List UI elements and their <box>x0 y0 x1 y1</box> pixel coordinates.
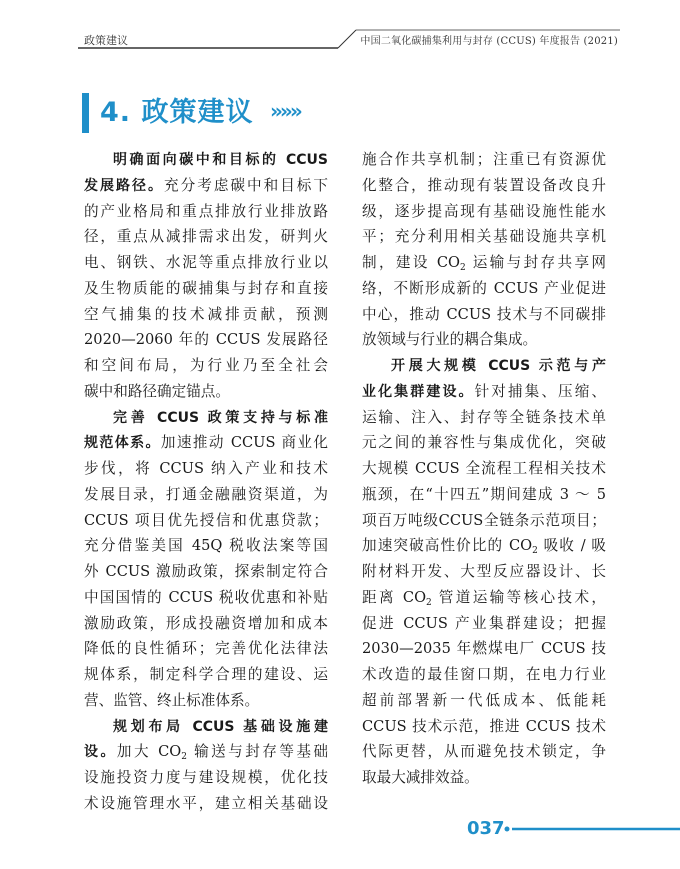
text-line: 降低的良性循环；完善优化法律法 <box>84 640 328 658</box>
text-line: 取最大减排效益。 <box>362 769 479 786</box>
text-line: 级，逐步提高现有基础设施性能水 <box>362 202 606 220</box>
text-line: 电、钢铁、水泥等重点排放行业以 <box>84 254 328 271</box>
text-line: 超前部署新一代低成本、低能耗 <box>362 691 606 709</box>
text-line: 平；充分利用相关基础设施共享机 <box>362 228 606 246</box>
title-arrows-icon: »»» <box>270 99 300 123</box>
text-line: 络，不断形成新的 CCUS 产业促进 <box>362 279 606 297</box>
text-line: 和空间布局，为行业乃至全社会 <box>84 357 328 374</box>
text-line: 设。加大 $CO_2$ 输送与封存等基础 <box>84 743 329 763</box>
text-line: 瓶颈，在“十四五”期间建成 3 ～ 5 <box>362 485 606 503</box>
text-line: 元之间的兼容性与集成优化，突破 <box>362 434 606 452</box>
text-line: 步伐，将 CCUS 纳入产业和技术 <box>84 460 328 477</box>
text-line: 规范体系。加速推动 CCUS 商业化 <box>84 434 328 452</box>
text-line: 激励政策，形成投融资增加和成本 <box>84 614 328 632</box>
text-line: 术设施管理水平，建立相关基础设 <box>84 794 328 812</box>
text-line: 中心，推动 CCUS 技术与不同碳排 <box>362 305 606 323</box>
text-line: 附材料开发、大型反应器设计、长 <box>362 563 606 580</box>
text-line: 2030—2035 年燃煤电厂 CCUS 技 <box>362 640 606 658</box>
text-line: 明确面向碳中和目标的 CCUS <box>113 152 328 168</box>
section-title: 4. 政策建议 <box>100 97 254 128</box>
page-number: 037 <box>467 818 505 839</box>
text-line: 代际更替，从而避免技术锁定，争 <box>362 743 606 761</box>
text-line: 碳中和路径确定锚点。 <box>84 382 230 400</box>
text-line: 促进 CCUS 产业集群建设；把握 <box>362 614 606 632</box>
text-line: 发展目录，打通金融融资渠道，为 <box>84 485 328 503</box>
text-line: 施合作共享机制；注重已有资源优 <box>362 151 606 168</box>
text-line: 空气捕集的技术减排贡献，预测 <box>84 305 328 323</box>
header-report-title: 中国二氧化碳捕集利用与封存 (CCUS) 年度报告 (2021) <box>360 36 618 47</box>
header-section-label: 政策建议 <box>84 34 128 47</box>
text-line: 中国国情的 CCUS 税收优惠和补贴 <box>84 588 328 606</box>
text-line: 项百万吨级CCUS全链条示范项目； <box>362 511 606 529</box>
text-line: CCUS 技术示范，推进 CCUS 技术 <box>362 717 606 735</box>
text-line: 径，重点从减排需求出发，研判火 <box>84 228 328 246</box>
text-line: 大规模 CCUS 全流程工程相关技术 <box>362 460 606 477</box>
text-line: 充分借鉴美国 45Q 税收法案等国 <box>84 537 328 555</box>
text-line: 营、监管、终止标准体系。 <box>84 691 260 709</box>
text-line: 规体系，制定科学合理的建设、运 <box>84 666 328 683</box>
text-line: 外 CCUS 激励政策，探索制定符合 <box>84 563 328 580</box>
text-line: 设施投资力度与建设规模，优化技 <box>84 769 328 786</box>
text-line: 完善 CCUS 政策支持与标准 <box>113 409 328 426</box>
text-line: 术改造的最佳窗口期，在电力行业 <box>362 666 606 683</box>
text-line: 的产业格局和重点排放行业排放路 <box>84 202 328 220</box>
text-line: 开展大规模 CCUS 示范与产 <box>391 358 606 374</box>
text-line: 发展路径。充分考虑碳中和目标下 <box>84 176 328 194</box>
text-line: 业化集群建设。针对捕集、压缩、 <box>362 382 606 400</box>
text-line: 运输、注入、封存等全链条技术单 <box>362 408 606 426</box>
text-line: 规划布局 CCUS 基础设施建 <box>113 718 328 735</box>
text-line: 距离 $CO_2$ 管道运输等核心技术， <box>362 588 606 608</box>
text-line: 放领域与行业的耦合集成。 <box>362 331 538 349</box>
text-line: 2020—2060 年的 CCUS 发展路径 <box>84 331 328 349</box>
text-line: 加速突破高性价比的 $CO_2$ 吸收 / 吸 <box>362 537 606 557</box>
text-line: 制，建设 $CO_2$ 运输与封存共享网 <box>362 254 606 273</box>
text-line: 及生物质能的碳捕集与封存和直接 <box>84 279 328 297</box>
text-line: 化整合，推动现有装置设备改良升 <box>362 176 606 194</box>
text-line: CCUS 项目优先授信和优惠贷款； <box>84 511 328 529</box>
